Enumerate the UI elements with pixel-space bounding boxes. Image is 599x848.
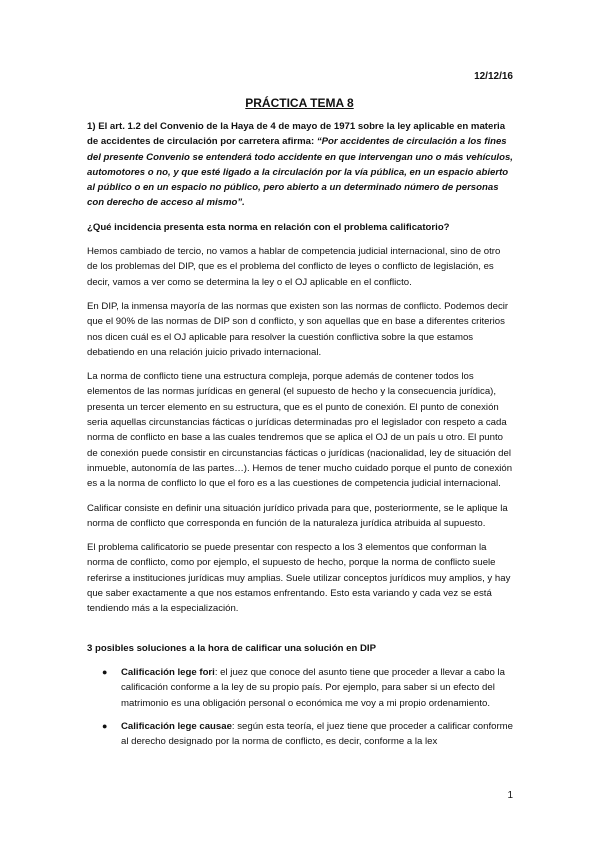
list-item-text: : el juez que conoce del asunto tiene que proceder a llevar a cabo la calificación conforme a la ley de su propio país. Por ejemplo, para saber si un efecto del matrimonio es una obligación personal o económica me voy a mi propio ordenamiento. <box>121 666 505 709</box>
paragraph: Hemos cambiado de tercio, no vamos a hablar de competencia judicial internacional, sino de otro de los problemas del DIP, que es el problema del conflicto de leyes o conflicto de legislación, es decir, vamos a ver como se determina la ley o el OJ aplicable en el conflicto. <box>87 246 501 288</box>
question-number: 1 <box>87 121 93 132</box>
document-date: 12/12/16 <box>474 71 513 82</box>
paragraph: En DIP, la inmensa mayoría de las normas que existen son las normas de conflicto. Podemos decir que el 90% de las normas de DIP son d conflicto, y son aquellas que en base a diferentes criterios nos dicen cuál es el OJ aplicable para resolver la cuestión conflictiva sobre la que estamos debatiendo en una relación juicio privado internacional. <box>87 300 509 358</box>
paragraph: El problema calificatorio se puede presentar con respecto a los 3 elementos que conforman la norma de conflicto, como por ejemplo, el supuesto de hecho, porque la norma de conflicto suele referirse a instituciones jurídicas muy amplias. Suele utilizar conceptos jurídicos muy amplios, y hay que saber exactamente a que nos estamos enfrentando. Esto esta variando y cada vez se está tendiendo más a la especialización. <box>87 542 511 615</box>
paragraph: Calificar consiste en definir una situación jurídico privada para que, posteriormente, se le aplique la norma de conflicto que corresponda en función de la naturaleza jurídica atribuida al supuesto. <box>87 502 508 529</box>
list-item-term: Calificación lege causae <box>121 720 232 732</box>
document-body <box>87 119 513 757</box>
list-item-term: Calificación lege fori <box>121 666 215 678</box>
page-number: 1 <box>507 790 513 801</box>
list-item <box>102 665 513 711</box>
document-title: PRÁCTICA TEMA 8 <box>245 96 354 110</box>
solutions-list <box>87 665 513 749</box>
section-title: 3 posibles soluciones a la hora de calificar una solución en DIP <box>87 642 376 654</box>
question-intro: ) El art. 1.2 del Convenio de la Haya de 4 de mayo de 1971 sobre la ley aplicable en materia de accidentes de circulación por carretera afirma: <box>87 121 506 148</box>
list-item-text: : según esta teoría, el juez tiene que proceder a calificar conforme al derecho designado por la norma de conflicto, es decir, conforme a la lex <box>121 720 513 748</box>
question-statement <box>87 119 513 211</box>
list-item <box>102 719 513 750</box>
paragraph: La norma de conflicto tiene una estructura compleja, porque además de contener todos los elementos de las normas jurídicas en general (el supuesto de hecho y la consecuencia jurídica), presenta un tercer elemento en su estructura, que es el punto de conexión. El punto de conexión seria aquellas circunstancias fácticas o jurídicas determinadas pro el legislador con respeto a cada norma de conflicto en base a las cuales tendremos que se aplica el OJ de un país u otro. El punto de conexión puede consistir en circunstancias fácticas o jurídicas (nacionalidad, ley de situación del inmueble, autonomía de las partes…). Hemos de tener mucho cuidado porque el punto de conexión es a la norma de conflicto lo que el foro es a las cuestiones de competencia judicial internacional. <box>87 371 513 490</box>
question-quote: “Por accidentes de circulación a los fines del presente Convenio se entenderá todo accidente en que intervengan uno o más vehículos, automotores o no, y que esté ligado a la circulación por la vía pública, en un espacio abierto al público o en un espacio no público, pero abierto a un determinado número de personas con derecho de acceso al mismo”. <box>87 136 513 209</box>
bullet-icon: ● <box>102 720 108 731</box>
bullet-icon: ● <box>102 666 108 677</box>
question-text: ¿Qué incidencia presenta esta norma en relación con el problema calificatorio? <box>87 221 450 233</box>
